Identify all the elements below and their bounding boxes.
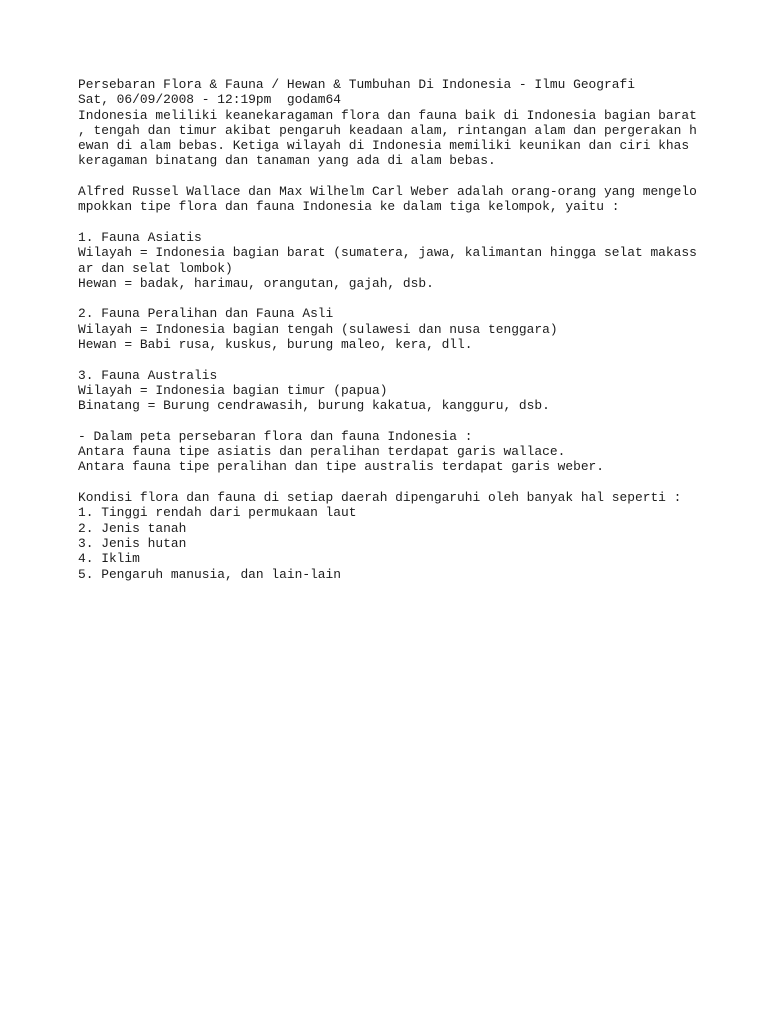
spacer	[78, 414, 698, 429]
group-heading: 1. Fauna Asiatis	[78, 229, 202, 245]
spacer	[78, 352, 698, 367]
condition-item: 1. Tinggi rendah dari permukaan laut	[78, 505, 357, 521]
document-meta: Sat, 06/09/2008 - 12:19pm godam64	[78, 92, 342, 108]
group-line: Binatang = Burung cendrawasih, burung kakatua, kangguru, dsb.	[78, 398, 550, 414]
wallace-line: Alfred Russel Wallace dan Max Wilhelm Carl Weber adalah orang-orang yang mengelo	[78, 184, 697, 200]
map-line: - Dalam peta persebaran flora dan fauna Indonesia :	[78, 428, 473, 444]
spacer	[78, 475, 698, 490]
intro-line: Indonesia meliliki keanekaragaman flora dan fauna baik di Indonesia bagian barat	[78, 107, 697, 123]
fauna-group-peralihan	[78, 306, 698, 352]
group-line: Hewan = Babi rusa, kuskus, burung maleo, kera, dll.	[78, 337, 473, 353]
intro-line: , tengah dan timur akibat pengaruh keadaan alam, rintangan alam dan pergerakan h	[78, 122, 697, 138]
intro-line: keragaman binatang dan tanaman yang ada di alam bebas.	[78, 153, 496, 169]
condition-item: 3. Jenis hutan	[78, 535, 187, 551]
fauna-group-australis	[78, 368, 698, 414]
condition-item: 5. Pengaruh manusia, dan lain-lain	[78, 566, 342, 582]
spacer	[78, 169, 698, 184]
map-line: Antara fauna tipe peralihan dan tipe australis terdapat garis weber.	[78, 459, 605, 475]
map-line: Antara fauna tipe asiatis dan peralihan terdapat garis wallace.	[78, 444, 566, 460]
group-heading: 2. Fauna Peralihan dan Fauna Asli	[78, 306, 334, 322]
document-title: Persebaran Flora & Fauna / Hewan & Tumbuhan Di Indonesia - Ilmu Geografi	[78, 77, 635, 92]
wallace-line: mpokkan tipe flora dan fauna Indonesia ke dalam tiga kelompok, yaitu :	[78, 199, 620, 215]
intro-line: ewan di alam bebas. Ketiga wilayah di Indonesia memiliki keunikan dan ciri khas	[78, 138, 690, 154]
group-line: Hewan = badak, harimau, orangutan, gajah, dsb.	[78, 275, 434, 291]
group-line: Wilayah = Indonesia bagian timur (papua)	[78, 382, 388, 398]
map-section	[78, 429, 698, 475]
group-line: Wilayah = Indonesia bagian tengah (sulawesi dan nusa tenggara)	[78, 321, 558, 337]
group-line: ar dan selat lombok)	[78, 260, 233, 276]
spacer	[78, 215, 698, 230]
group-heading: 3. Fauna Australis	[78, 367, 218, 383]
condition-item: 4. Iklim	[78, 551, 140, 567]
intro-paragraph	[78, 108, 698, 169]
condition-item: 2. Jenis tanah	[78, 520, 187, 536]
conditions-section	[78, 490, 698, 582]
conditions-intro: Kondisi flora dan fauna di setiap daerah dipengaruhi oleh banyak hal seperti :	[78, 490, 682, 506]
spacer	[78, 291, 698, 306]
group-line: Wilayah = Indonesia bagian barat (sumatera, jawa, kalimantan hingga selat makass	[78, 245, 697, 261]
document-page	[78, 77, 698, 582]
fauna-group-asiatis	[78, 230, 698, 291]
wallace-paragraph	[78, 184, 698, 215]
